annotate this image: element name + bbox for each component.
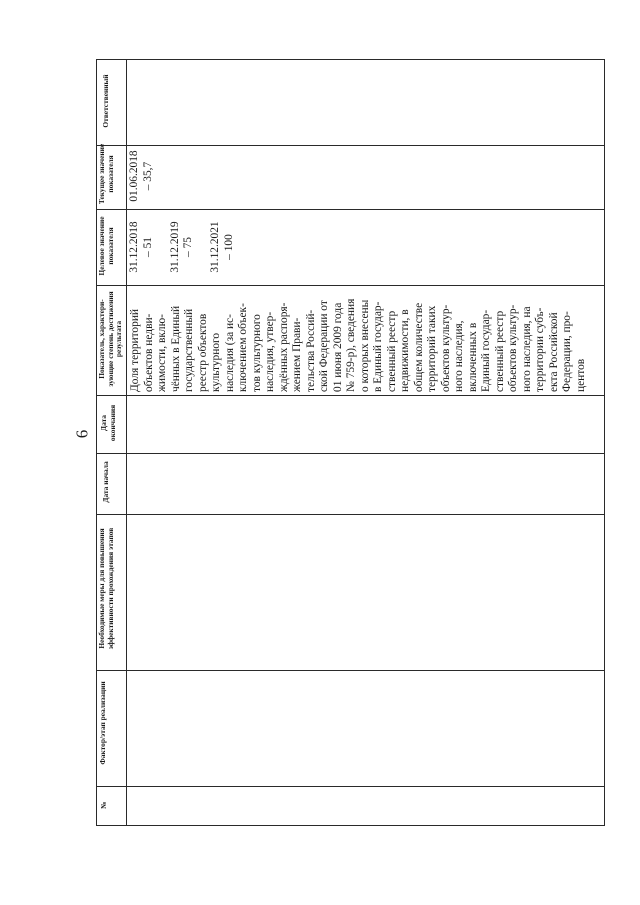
table-border-right — [604, 59, 605, 826]
indicator-line: ключением объек- — [237, 303, 249, 392]
row-divider-current — [96, 209, 605, 210]
header-indicator: Показатель, характери-зующие степень достижения результата — [97, 291, 124, 387]
current-line: 01.06.2018 — [128, 150, 140, 202]
row-divider-factor — [96, 786, 605, 787]
indicator-line: Доля территорий — [129, 308, 141, 392]
indicator-line: наследия, утвер- — [264, 311, 276, 392]
indicator-line: 01 июня 2009 года — [331, 302, 344, 392]
indicator-line: жимости, вклю- — [156, 314, 168, 392]
indicator-line: объектов культур- — [507, 304, 519, 392]
target-line: – 51 — [141, 237, 154, 257]
row-divider-end-date — [96, 453, 605, 454]
header-num: № — [99, 801, 108, 809]
indicator-line: территорий таких — [426, 305, 438, 392]
header-responsible: Ответственный — [101, 74, 110, 128]
indicator-line: территории субъ- — [534, 307, 546, 392]
indicator-line: тов культурного — [250, 314, 263, 392]
indicator-line: ного наследия, на — [520, 306, 533, 392]
row-divider-start-date — [96, 514, 605, 515]
indicator-line: ственный реестр — [385, 310, 398, 392]
table-border-top — [96, 59, 605, 60]
header-current: Текущее значение показателя — [97, 143, 115, 205]
indicator-cell — [129, 288, 588, 392]
target-value-cell — [128, 211, 236, 283]
indicator-line: в Единый государ- — [372, 301, 384, 392]
header-start-date: Дата начала — [101, 461, 110, 503]
page-number: 6 — [72, 429, 92, 439]
indicator-line: тельства Россий- — [304, 309, 317, 392]
indicator-line: культурного — [210, 332, 222, 392]
header-target: Целевое значение показателя — [97, 216, 115, 276]
current-value-cell — [128, 145, 155, 207]
target-line: 31.12.2021 — [209, 221, 221, 273]
indicator-line: ждённых распоря- — [277, 302, 290, 392]
indicator-line: наследия (за ис- — [223, 314, 236, 392]
indicator-line: жением Прави- — [291, 317, 303, 392]
indicator-line: государственный — [183, 308, 195, 392]
indicator-line: Единый государ- — [480, 309, 492, 392]
indicator-line: включенных в — [466, 322, 479, 392]
header-divider — [126, 59, 127, 826]
target-line: – 75 — [182, 237, 194, 257]
indicator-line: ного наследия, — [453, 320, 465, 392]
target-line: – 100 — [222, 234, 235, 260]
indicator-line: объектов культур- — [439, 304, 452, 392]
indicator-line: чённых в Единый — [169, 305, 182, 392]
row-divider-indicator — [96, 395, 605, 396]
target-line: 31.12.2019 — [168, 221, 181, 273]
target-line — [155, 211, 169, 283]
indicator-line: недвижимости, в — [399, 309, 411, 392]
indicator-line: общем количестве — [412, 302, 425, 392]
header-end-date: Дата окончания — [99, 404, 117, 442]
row-divider-measures — [96, 670, 605, 671]
indicator-line: екта Российской — [547, 312, 560, 392]
indicator-table — [96, 59, 605, 826]
indicator-line: ской Федерации от — [318, 300, 330, 392]
indicator-line: № 759-р), сведения — [345, 298, 357, 392]
target-line: 31.12.2018 — [128, 221, 140, 273]
indicator-line: объектов недви- — [142, 313, 155, 392]
indicator-line: реестр объектов — [196, 313, 209, 392]
indicator-line: ственный реестр — [493, 310, 506, 392]
indicator-line: о которых внесены — [358, 299, 371, 392]
current-line: – 35,7 — [141, 161, 154, 191]
target-line — [196, 211, 210, 283]
indicator-line: центов — [574, 358, 587, 392]
header-factor: Фактор/этап реализации — [98, 681, 107, 765]
row-divider-responsible — [96, 145, 605, 146]
table-border-bottom — [96, 825, 605, 826]
row-divider-target — [96, 285, 605, 286]
indicator-line: Федерации, про- — [561, 311, 573, 392]
header-measures: Необходимые меры для повышения эффективности прохождения этапов — [97, 527, 115, 650]
